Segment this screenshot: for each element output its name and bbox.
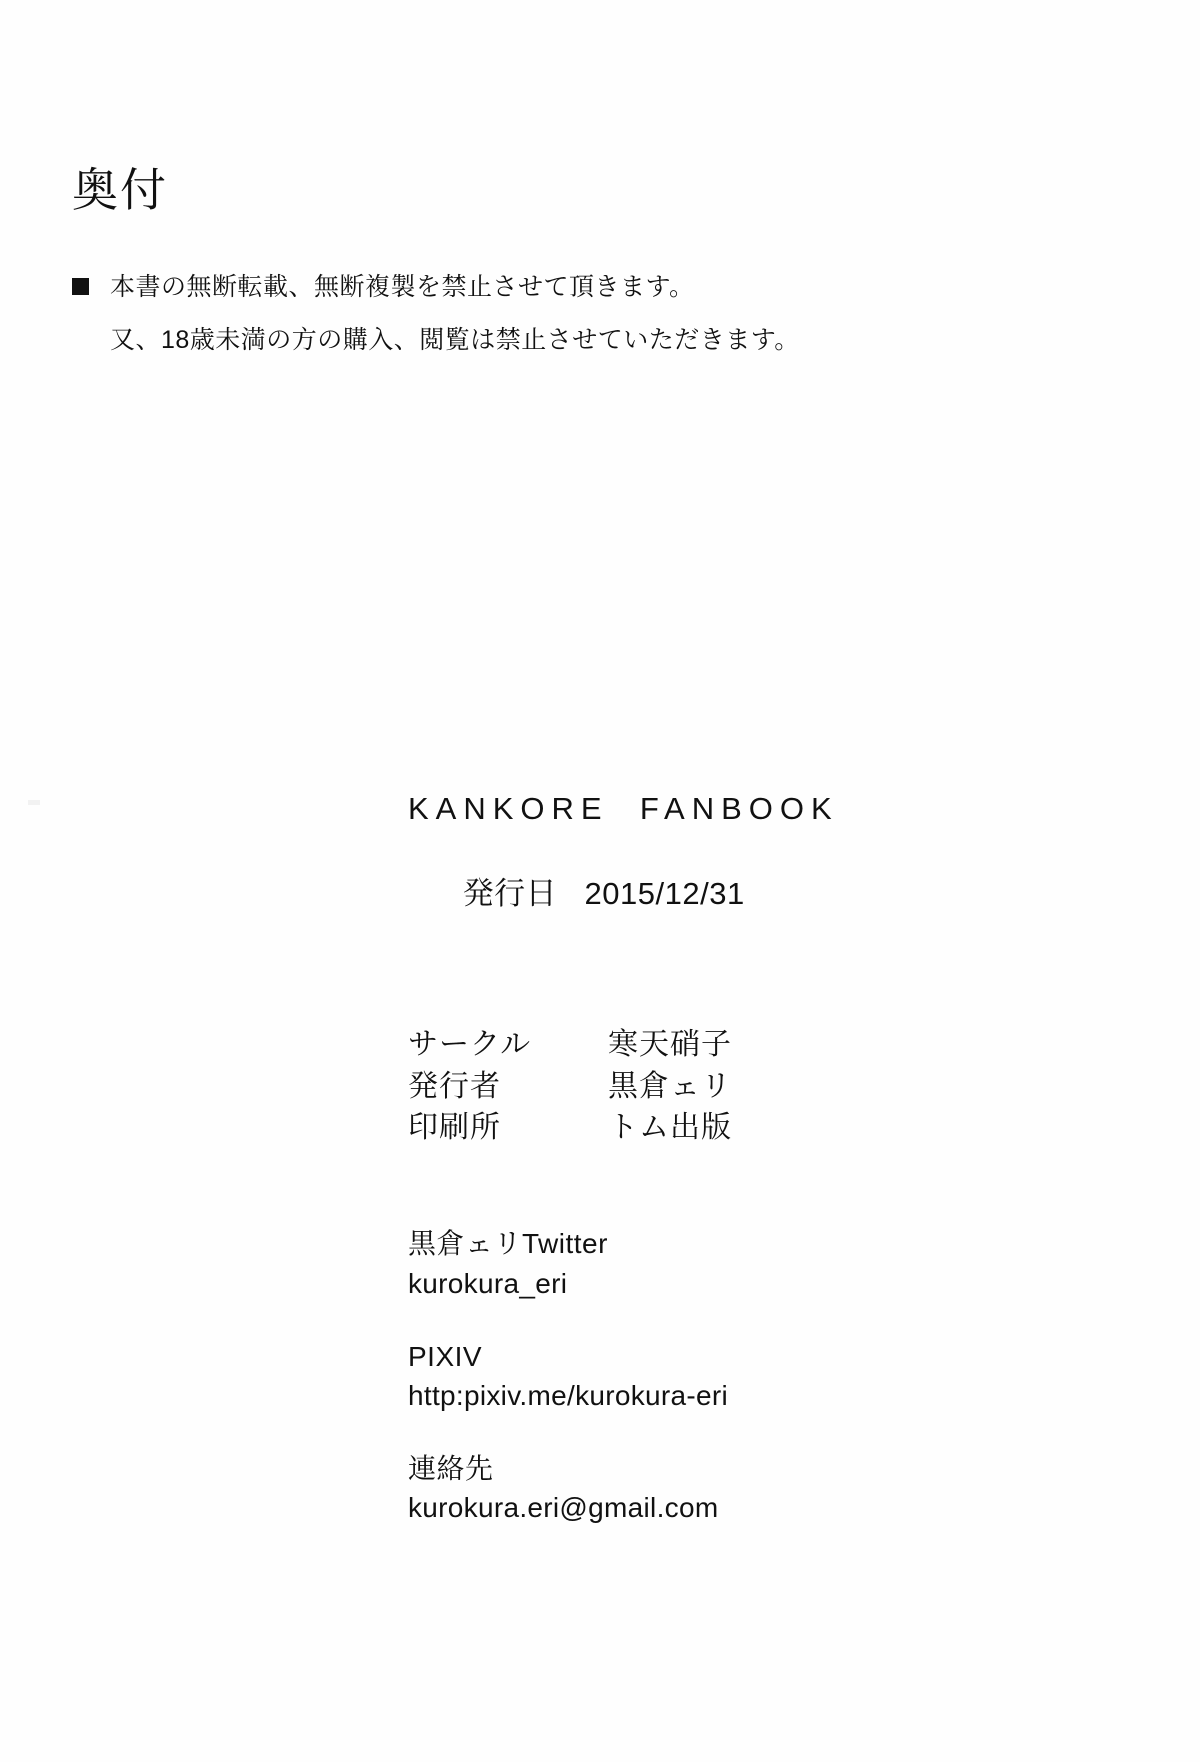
contact-value-pixiv-url[interactable]: http:pixiv.me/kurokura-eri: [408, 1380, 729, 1412]
credit-label-printer: 印刷所: [408, 1111, 501, 1145]
contacts-list: [408, 1224, 1108, 1527]
publication-date-value: 2015/12/31: [584, 875, 745, 911]
credit-label-publisher: 発行者: [408, 1069, 501, 1103]
page-artifact-mark: [28, 800, 40, 805]
publication-date-label: 発行日: [462, 875, 558, 911]
notice-block: [72, 268, 952, 360]
contact-twitter: [408, 1224, 1108, 1302]
contact-value-email[interactable]: kurokura.eri@gmail.com: [408, 1492, 719, 1524]
page-title: 奥付: [72, 164, 168, 216]
credit-value-publisher: 黒倉ェリ: [608, 1069, 732, 1103]
credit-row: [408, 1066, 1108, 1107]
square-bullet-icon: [72, 278, 89, 295]
contact-pixiv: [408, 1337, 1108, 1415]
credit-value-circle: 寒天硝子: [608, 1028, 732, 1062]
contact-email: [408, 1449, 1108, 1527]
contact-value-twitter[interactable]: kurokura_eri: [408, 1267, 568, 1299]
imprint-title: KANKORE FANBOOK: [408, 791, 839, 826]
notice-primary-line: [72, 268, 952, 307]
contact-label-pixiv: PIXIV: [408, 1340, 483, 1372]
credits-list: [408, 1024, 1108, 1148]
contact-label-email: 連絡先: [408, 1453, 494, 1485]
contact-label-twitter: 黒倉ェリTwitter: [408, 1228, 608, 1260]
imprint-block: [408, 790, 1108, 1562]
credit-row: [408, 1024, 1108, 1065]
notice-line-2-text: 又、18歳未満の方の購入、閲覧は禁止させていただきます。: [110, 325, 800, 354]
credit-label-circle: サークル: [408, 1028, 532, 1062]
notice-line-1-text: 本書の無断転載、無断複製を禁止させて頂きます。: [110, 273, 695, 301]
credit-row: [408, 1107, 1108, 1148]
credit-value-printer: トム出版: [608, 1111, 732, 1145]
publication-date-row: [408, 831, 1108, 957]
